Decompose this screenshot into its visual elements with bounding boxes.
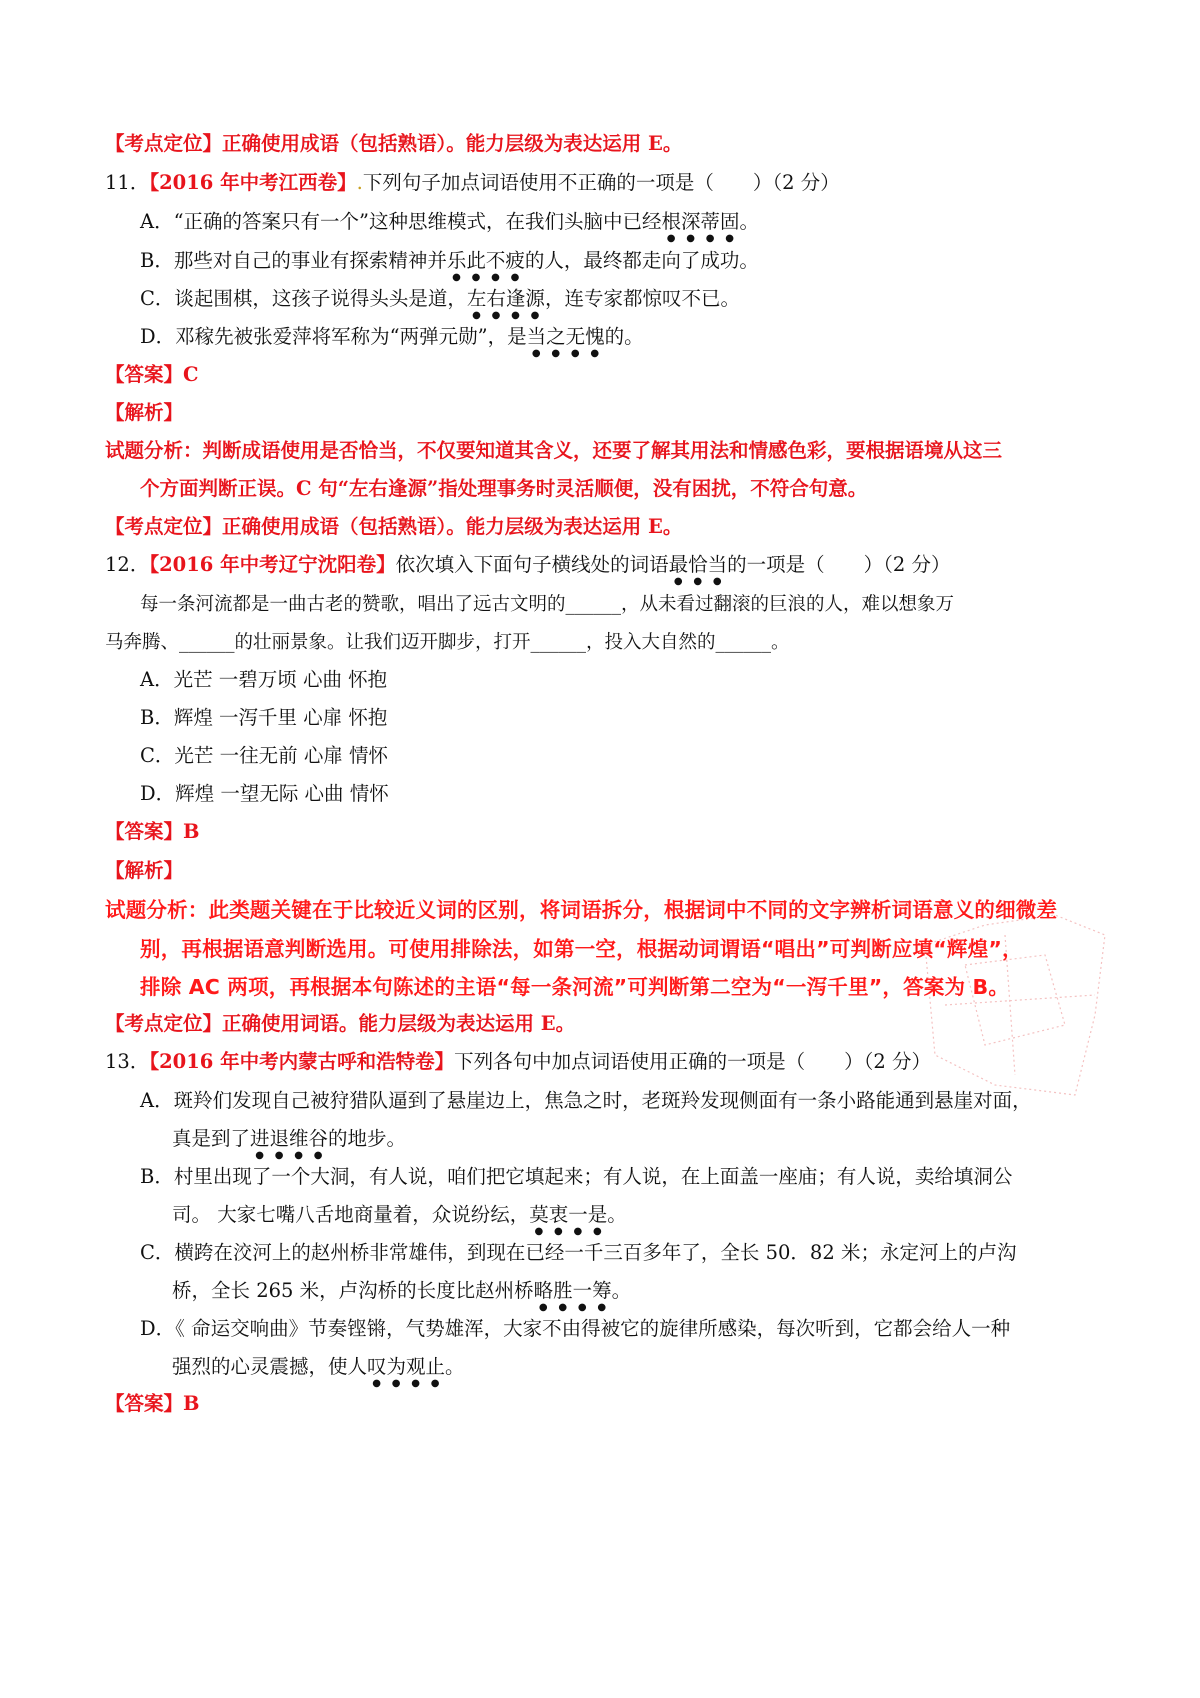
dotted-word: 左右逢源	[466, 287, 545, 310]
q12-stem	[105, 551, 951, 587]
answer-value: B	[183, 1392, 200, 1415]
q11-kaodian	[105, 513, 682, 541]
q12-kaodian	[105, 1010, 575, 1038]
q12-analysis-3: 排除 AC 两项，再根据本句陈述的主语“每一条河流”可判断第二空为“一泻千里”，答案为 B。	[140, 975, 1010, 999]
q11-option-b	[140, 247, 759, 283]
option-text: 的地步。	[328, 1127, 407, 1150]
q12-passage-1: 每一条河流都是一曲古老的赞歌，唱出了远古文明的______，从未看过翻滚的巨浪的人，难以想象万	[140, 594, 955, 615]
stem-text: 下列各句中加点词语使用正确的一项是（ ）（2 分）	[454, 1050, 931, 1073]
q11-jiexi: 【解析】	[105, 401, 184, 424]
q13-answer	[105, 1390, 200, 1418]
q11-analysis-2: 个方面判断正误。C 句“左右逢源”指处理事务时灵活顺便，没有困扰，不符合句意。	[140, 477, 868, 500]
dotted-word: 莫衷一是	[529, 1203, 608, 1226]
dotted-word: 根深蒂固	[661, 210, 740, 233]
dotted-word: 叹为观止	[367, 1355, 446, 1378]
option-text: A．“正确的答案只有一个”这种思维模式，在我们头脑中已经	[140, 210, 662, 233]
q13-option-d-1: D．《 命运交响曲》节奏铿锵，气势雄浑，大家不由得被它的旋律所感染，每次听到，它都会给人一种	[140, 1317, 1011, 1340]
q12-analysis-2: 别，再根据语意判断选用。可使用排除法，如第一空，根据动词谓语“唱出”可判断应填“辉煌”，	[140, 937, 1023, 961]
answer-value: C	[183, 363, 199, 386]
q11-option-a	[140, 208, 759, 244]
q13-stem	[105, 1048, 931, 1076]
q13-option-d-2	[172, 1353, 465, 1389]
answer-value: B	[183, 820, 200, 843]
q13-option-b-2	[172, 1201, 627, 1237]
q12-jiexi: 【解析】	[105, 859, 184, 882]
q12-option-c: C．光芒 一往无前 心扉 情怀	[140, 744, 389, 767]
option-text: C．谈起围棋，这孩子说得头头是道，	[140, 287, 467, 310]
option-text: 。	[607, 1203, 627, 1226]
q11-option-d	[140, 323, 644, 359]
kaodian-text: 正确使用词语。能力层级为表达运用 E。	[222, 1012, 576, 1035]
q11-answer	[105, 361, 199, 389]
q12-option-b: B．辉煌 一泻千里 心扉 怀抱	[140, 706, 388, 729]
dotted-word: 进退维谷	[250, 1127, 329, 1150]
kaodian-line-1	[105, 130, 682, 158]
q11-stem-text: 下列句子加点词语使用不正确的一项是（ ）（2 分）	[362, 171, 840, 194]
q13-option-c-1: C．横跨在洨河上的赵州桥非常雄伟，到现在已经一千三百多年了，全长 50．82 米；永定河上的卢沟	[140, 1241, 1017, 1264]
option-text: 。	[445, 1355, 465, 1378]
kaodian-label: 【考点定位】	[105, 515, 223, 538]
q13-source: 【2016 年中考内蒙古呼和浩特卷】	[149, 1050, 455, 1073]
q11-analysis-1: 试题分析：判断成语使用是否恰当，不仅要知道其含义，还要了解其用法和情感色彩，要根据语境从这三	[105, 439, 1003, 462]
dotted-word: 略胜一筹	[533, 1279, 612, 1302]
kaodian-label: 【考点定位】	[105, 132, 223, 155]
q12-number: 12．	[105, 553, 150, 576]
kaodian-text: 正确使用成语（包括熟语）。能力层级为表达运用 E。	[222, 515, 683, 538]
q13-number: 13．	[105, 1050, 150, 1073]
q12-passage-2: 马奔腾、______的壮丽景象。让我们迈开脚步，打开______，投入大自然的______。	[105, 632, 790, 653]
dot-mark: .	[356, 171, 363, 194]
stem-text: 的一项是（ ）（2 分）	[727, 553, 951, 576]
option-text: 真是到了	[172, 1127, 251, 1150]
option-text: 。	[611, 1279, 632, 1302]
q12-analysis-1: 试题分析：此类题关键在于比较近义词的区别，将词语拆分，根据词中不同的文字辨析词语意义的细微差	[105, 898, 1058, 922]
stem-text: 依次填入下面句子横线处的词语	[395, 553, 669, 576]
option-text: 桥，全长 265 米，卢沟桥的长度比赵州桥	[172, 1279, 534, 1302]
option-text: 。	[739, 210, 760, 233]
kaodian-label: 【考点定位】	[105, 1012, 223, 1035]
option-text: 司。 大家七嘴八舌地商量着，众说纷纭，	[172, 1203, 530, 1226]
q12-option-d: D．辉煌 一望无际 心曲 情怀	[140, 782, 389, 805]
option-text: B．那些对自己的事业有探索精神并	[140, 249, 447, 272]
option-text: 强烈的心灵震撼，使人	[172, 1355, 368, 1378]
dotted-word: 乐此不疲	[446, 249, 525, 272]
q13-option-a-1: A．斑羚们发现自己被狩猎队逼到了悬崖边上，焦急之时，老斑羚发现侧面有一条小路能通到悬崖对面，	[140, 1089, 1032, 1112]
kaodian-text: 正确使用成语（包括熟语）。能力层级为表达运用 E。	[222, 132, 683, 155]
option-text: ，连专家都惊叹不已。	[544, 287, 740, 310]
answer-label: 【答案】	[105, 820, 184, 843]
dotted-word: 当之无愧	[526, 325, 605, 348]
option-text: 的。	[604, 325, 644, 348]
q13-option-a-2	[172, 1125, 406, 1161]
option-text: D．邓稼先被张爱萍将军称为“两弹元勋”，是	[140, 325, 527, 348]
q12-option-a: A．光芒 一碧万顷 心曲 怀抱	[140, 668, 388, 691]
q11-option-c	[140, 285, 740, 321]
q11-stem	[105, 169, 840, 197]
q11-number: 11．	[105, 171, 150, 194]
answer-label: 【答案】	[105, 1392, 184, 1415]
dotted-word: 最恰当	[668, 553, 728, 576]
q12-answer	[105, 818, 200, 846]
q11-source: 【2016 年中考江西卷】	[149, 171, 357, 194]
q13-option-c-2	[172, 1277, 631, 1313]
answer-label: 【答案】	[105, 363, 184, 386]
q13-option-b-1: B．村里出现了一个大洞，有人说，咱们把它填起来；有人说，在上面盖一座庙；有人说，卖给填洞公	[140, 1165, 1013, 1188]
q12-source: 【2016 年中考辽宁沈阳卷】	[149, 553, 396, 576]
option-text: 的人，最终都走向了成功。	[524, 249, 759, 272]
